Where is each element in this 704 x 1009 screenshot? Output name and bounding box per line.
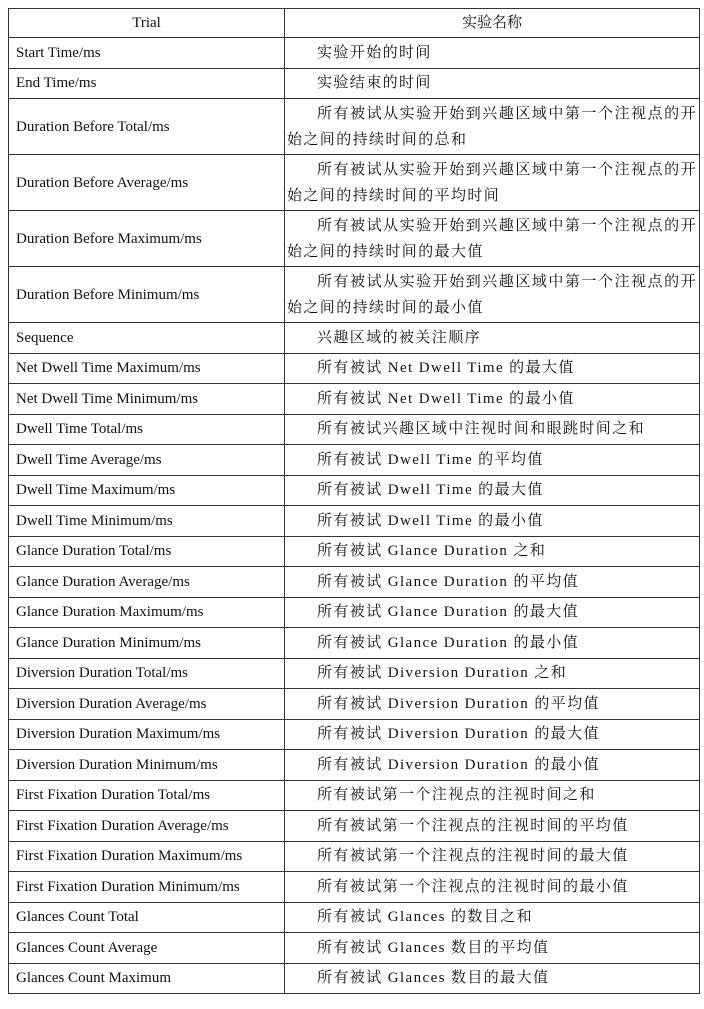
- metric-description: 所有被试 Glance Duration 之和: [285, 536, 700, 567]
- table-row: [9, 567, 700, 598]
- metric-name: Glances Count Maximum: [9, 963, 285, 994]
- metric-description: 所有被试 Dwell Time 的平均值: [285, 445, 700, 476]
- metric-description: 所有被试 Glances 的数目之和: [285, 902, 700, 933]
- metric-name: First Fixation Duration Average/ms: [9, 811, 285, 842]
- metric-description: 所有被试 Net Dwell Time 的最小值: [285, 384, 700, 415]
- metric-description: 所有被试第一个注视点的注视时间的最大值: [285, 841, 700, 872]
- metric-name: Diversion Duration Average/ms: [9, 689, 285, 720]
- table-row: [9, 933, 700, 964]
- metric-description: 所有被试第一个注视点的注视时间的平均值: [285, 811, 700, 842]
- table-row: [9, 211, 700, 267]
- metric-name: Net Dwell Time Maximum/ms: [9, 353, 285, 384]
- metric-description: 实验结束的时间: [285, 68, 700, 99]
- table-row: [9, 811, 700, 842]
- table-row: [9, 414, 700, 445]
- table-row: [9, 628, 700, 659]
- metric-name: First Fixation Duration Maximum/ms: [9, 841, 285, 872]
- metric-name: Diversion Duration Total/ms: [9, 658, 285, 689]
- table-row: [9, 38, 700, 69]
- metric-name: Dwell Time Average/ms: [9, 445, 285, 476]
- metric-name: Glance Duration Minimum/ms: [9, 628, 285, 659]
- metric-description: 所有被试 Diversion Duration 之和: [285, 658, 700, 689]
- metric-description: 所有被试 Glances 数目的平均值: [285, 933, 700, 964]
- table-row: [9, 780, 700, 811]
- metric-name: Dwell Time Total/ms: [9, 414, 285, 445]
- metric-name: First Fixation Duration Total/ms: [9, 780, 285, 811]
- table-row: [9, 963, 700, 994]
- table-row: [9, 597, 700, 628]
- metric-name: Glance Duration Maximum/ms: [9, 597, 285, 628]
- metric-description: 所有被试从实验开始到兴趣区域中第一个注视点的开始之间的持续时间的总和: [285, 99, 700, 155]
- metric-name: Dwell Time Maximum/ms: [9, 475, 285, 506]
- metric-description: 所有被试第一个注视点的注视时间的最小值: [285, 872, 700, 903]
- table-row: [9, 902, 700, 933]
- metric-name: End Time/ms: [9, 68, 285, 99]
- table-row: [9, 323, 700, 354]
- table-row: [9, 506, 700, 537]
- table-row: [9, 536, 700, 567]
- metric-description: 所有被试第一个注视点的注视时间之和: [285, 780, 700, 811]
- header-experiment-name: 实验名称: [285, 9, 700, 38]
- metric-name: Glance Duration Total/ms: [9, 536, 285, 567]
- metric-description: 所有被试 Net Dwell Time 的最大值: [285, 353, 700, 384]
- table-row: [9, 384, 700, 415]
- metric-description: 所有被试 Glance Duration 的最大值: [285, 597, 700, 628]
- metric-name: Sequence: [9, 323, 285, 354]
- metric-description: 所有被试 Diversion Duration 的最小值: [285, 750, 700, 781]
- metric-name: First Fixation Duration Minimum/ms: [9, 872, 285, 903]
- metric-description: 兴趣区域的被关注顺序: [285, 323, 700, 354]
- table-row: [9, 750, 700, 781]
- metric-name: Glances Count Total: [9, 902, 285, 933]
- metric-description: 所有被试从实验开始到兴趣区域中第一个注视点的开始之间的持续时间的最大值: [285, 211, 700, 267]
- metric-name: Duration Before Minimum/ms: [9, 267, 285, 323]
- metric-description: 所有被试 Glances 数目的最大值: [285, 963, 700, 994]
- table-row: [9, 155, 700, 211]
- table-row: [9, 99, 700, 155]
- table-row: [9, 267, 700, 323]
- metric-description: 所有被试 Dwell Time 的最小值: [285, 506, 700, 537]
- metric-name: Diversion Duration Minimum/ms: [9, 750, 285, 781]
- metric-description: 所有被试 Glance Duration 的最小值: [285, 628, 700, 659]
- table-header-row: [9, 9, 700, 38]
- metric-name: Glances Count Average: [9, 933, 285, 964]
- metric-description: 所有被试 Diversion Duration 的最大值: [285, 719, 700, 750]
- table-row: [9, 475, 700, 506]
- metric-name: Dwell Time Minimum/ms: [9, 506, 285, 537]
- table-row: [9, 872, 700, 903]
- header-trial: Trial: [9, 9, 285, 38]
- metric-description: 所有被试 Diversion Duration 的平均值: [285, 689, 700, 720]
- definitions-table: [8, 8, 700, 994]
- metric-description: 所有被试从实验开始到兴趣区域中第一个注视点的开始之间的持续时间的平均时间: [285, 155, 700, 211]
- metric-name: Duration Before Average/ms: [9, 155, 285, 211]
- table-row: [9, 445, 700, 476]
- metric-name: Start Time/ms: [9, 38, 285, 69]
- metric-description: 所有被试兴趣区域中注视时间和眼跳时间之和: [285, 414, 700, 445]
- table-row: [9, 841, 700, 872]
- table-row: [9, 689, 700, 720]
- metric-name: Net Dwell Time Minimum/ms: [9, 384, 285, 415]
- table-row: [9, 353, 700, 384]
- table-body: [9, 38, 700, 994]
- metric-name: Duration Before Total/ms: [9, 99, 285, 155]
- table-row: [9, 68, 700, 99]
- metric-description: 所有被试从实验开始到兴趣区域中第一个注视点的开始之间的持续时间的最小值: [285, 267, 700, 323]
- metric-name: Glance Duration Average/ms: [9, 567, 285, 598]
- metric-name: Duration Before Maximum/ms: [9, 211, 285, 267]
- metric-description: 实验开始的时间: [285, 38, 700, 69]
- metric-name: Diversion Duration Maximum/ms: [9, 719, 285, 750]
- metric-description: 所有被试 Glance Duration 的平均值: [285, 567, 700, 598]
- table-row: [9, 658, 700, 689]
- table-row: [9, 719, 700, 750]
- metric-description: 所有被试 Dwell Time 的最大值: [285, 475, 700, 506]
